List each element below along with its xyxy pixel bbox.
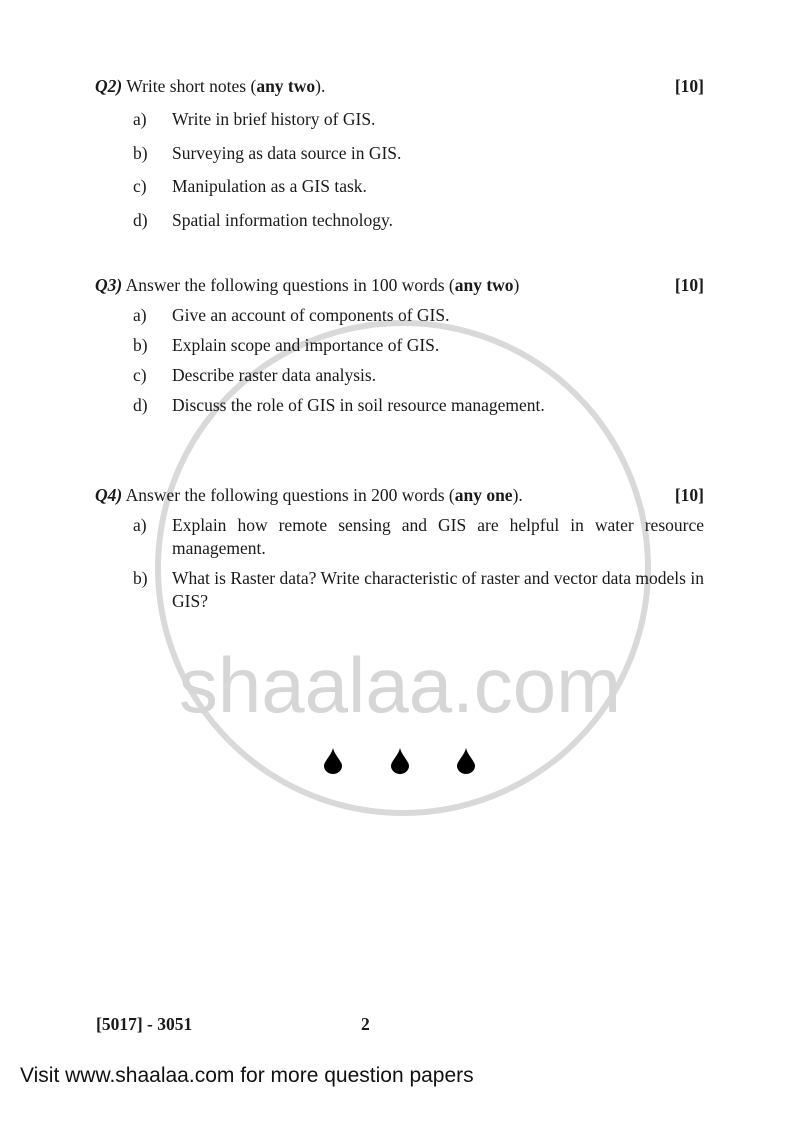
item-text: Manipulation as a GIS task. [172, 176, 367, 196]
question-number: Q2) [95, 76, 123, 96]
item-label: a) [133, 109, 147, 129]
item-text: Describe raster data analysis. [172, 365, 377, 385]
question-choice: any two [454, 275, 514, 295]
drop-icon [391, 748, 409, 774]
item-text: Spatial information technology. [172, 210, 393, 230]
question-2 [95, 75, 325, 97]
item-text: Explain scope and importance of GIS. [172, 335, 440, 355]
drop-icon [457, 748, 475, 774]
question-2-marks: [10] [674, 76, 704, 96]
item-text: Discuss the role of GIS in soil resource management. [172, 395, 545, 415]
item-text: Give an account of components of GIS. [172, 305, 450, 325]
question-3 [95, 274, 519, 296]
watermark-text: shaalaa.com [178, 641, 622, 729]
item-label: b) [133, 143, 148, 163]
question-3-marks: [10] [674, 275, 704, 295]
question-4 [95, 484, 523, 506]
item-text: Surveying as data source in GIS. [172, 143, 402, 163]
page-number: 2 [361, 1014, 370, 1034]
item-label: a) [133, 515, 147, 535]
question-choice: any one [454, 485, 513, 505]
item-label: d) [133, 210, 148, 230]
item-label: d) [133, 395, 148, 415]
question-number: Q4) [95, 485, 123, 505]
question-4-marks: [10] [674, 485, 704, 505]
item-label: c) [133, 365, 147, 385]
drop-icon [324, 748, 342, 774]
question-text: Write short notes ( [126, 76, 257, 96]
question-text-end: ). [512, 485, 523, 505]
paper-code: [5017] - 3051 [96, 1014, 193, 1034]
item-text: Explain how remote sensing and GIS are helpful in water resource management. [172, 515, 704, 558]
item-label: b) [133, 568, 148, 588]
item-text: Write in brief history of GIS. [172, 109, 376, 129]
question-text-end: ). [315, 76, 326, 96]
visit-banner: Visit www.shaalaa.com for more question papers [20, 1064, 474, 1087]
question-number: Q3) [95, 275, 123, 295]
item-label: b) [133, 335, 148, 355]
item-label: c) [133, 176, 147, 196]
question-choice: any two [256, 76, 316, 96]
item-label: a) [133, 305, 147, 325]
question-text: Answer the following questions in 200 words ( [125, 485, 455, 505]
item-text: What is Raster data? Write characteristic of raster and vector data models in GIS? [172, 568, 704, 611]
question-text: Answer the following questions in 100 words ( [125, 275, 455, 295]
question-text-end: ) [513, 275, 520, 295]
